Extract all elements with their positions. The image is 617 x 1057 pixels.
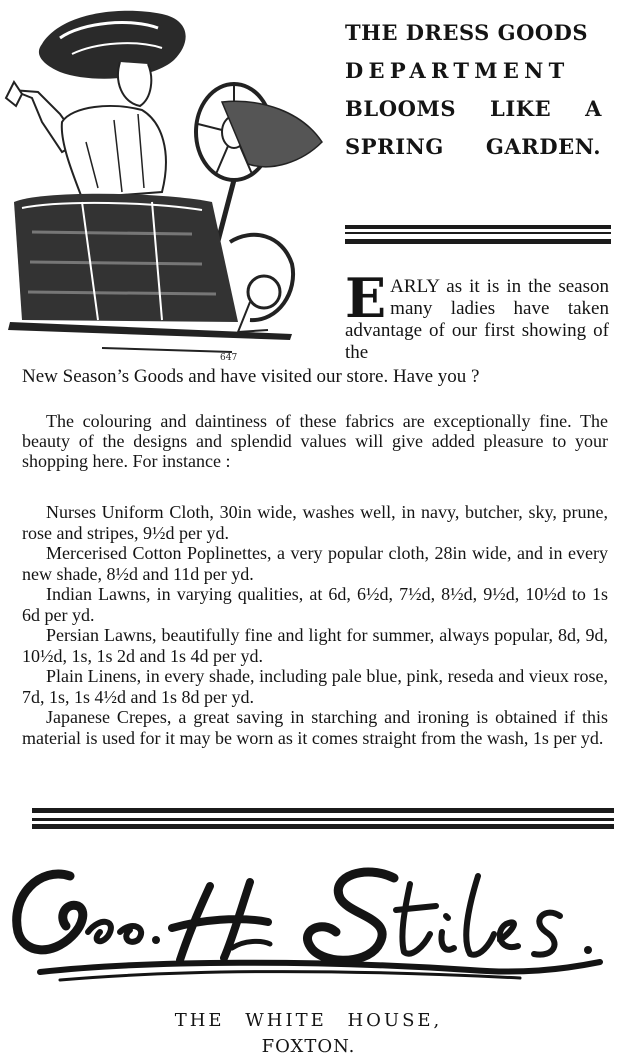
signature-text: Geo. H. Stiles. bbox=[0, 836, 6, 837]
headline-rule-bottom bbox=[345, 239, 611, 244]
headline-line-2: DEPARTMENT bbox=[345, 58, 570, 83]
headline bbox=[345, 14, 613, 166]
footer-rule-bottom bbox=[32, 824, 614, 829]
price-item-persian-lawns: Persian Lawns, beautifully fine and light for summer, always popular, 8d, 9d, 10½d, 1s, 1s 2d and 1s 4d per yd. bbox=[22, 625, 608, 666]
headline-line-3: BLOOMS LIKE A bbox=[345, 96, 603, 121]
body-paragraph: The colouring and daintiness of these fabrics are exceptionally fine. The beauty of the designs and splendid values will give added pleasure to your shopping here. For instance : bbox=[22, 411, 608, 471]
intro-continuation: New Season’s Goods and have visited our store. Have you ? bbox=[22, 366, 480, 387]
price-item-japanese-crepes: Japanese Crepes, a great saving in starching and ironing is obtained if this material is used for it may be worn as it comes straight from the wash, 1s per yd. bbox=[22, 707, 608, 748]
price-item-indian-lawns: Indian Lawns, in varying qualities, at 6d, 6½d, 7½d, 8½d, 9½d, 10½d to 1s 6d per yd. bbox=[22, 584, 608, 625]
intro-paragraph bbox=[345, 266, 609, 364]
price-item-plain-linens: Plain Linens, in every shade, including pale blue, pink, reseda and vieux rose, 7d, 1s, 1s 4½d and 1s 8d per yd. bbox=[22, 666, 608, 707]
signature-graphic bbox=[0, 836, 617, 1001]
headline-line-4: SPRING GARDEN. bbox=[345, 134, 602, 159]
illustration-mark: 647 bbox=[220, 353, 238, 363]
footer-rule-top bbox=[32, 808, 614, 813]
motorist-illustration bbox=[2, 2, 338, 364]
price-list bbox=[22, 502, 608, 748]
store-town: FOXTON. bbox=[261, 1036, 356, 1057]
price-item-nurses-uniform-cloth: Nurses Uniform Cloth, 30in wide, washes well, in navy, butcher, sky, prune, rose and stripes, 9½d per yd. bbox=[22, 502, 608, 543]
drop-cap: E bbox=[345, 266, 387, 330]
headline-line-1: THE DRESS GOODS bbox=[345, 20, 589, 45]
footer-rule-middle bbox=[32, 818, 614, 821]
store-name: THE WHITE HOUSE, bbox=[174, 1010, 443, 1031]
intro-lead-text: ARLY as it is in the season many ladies have taken advantage of our first showing of the bbox=[345, 276, 609, 363]
headline-rule-middle bbox=[345, 232, 611, 234]
headline-rule-top bbox=[345, 225, 611, 229]
price-item-mercerised-poplinettes: Mercerised Cotton Poplinettes, a very popular cloth, 28in wide, and in every new shade, 8½d and 11d per yd. bbox=[22, 543, 608, 584]
